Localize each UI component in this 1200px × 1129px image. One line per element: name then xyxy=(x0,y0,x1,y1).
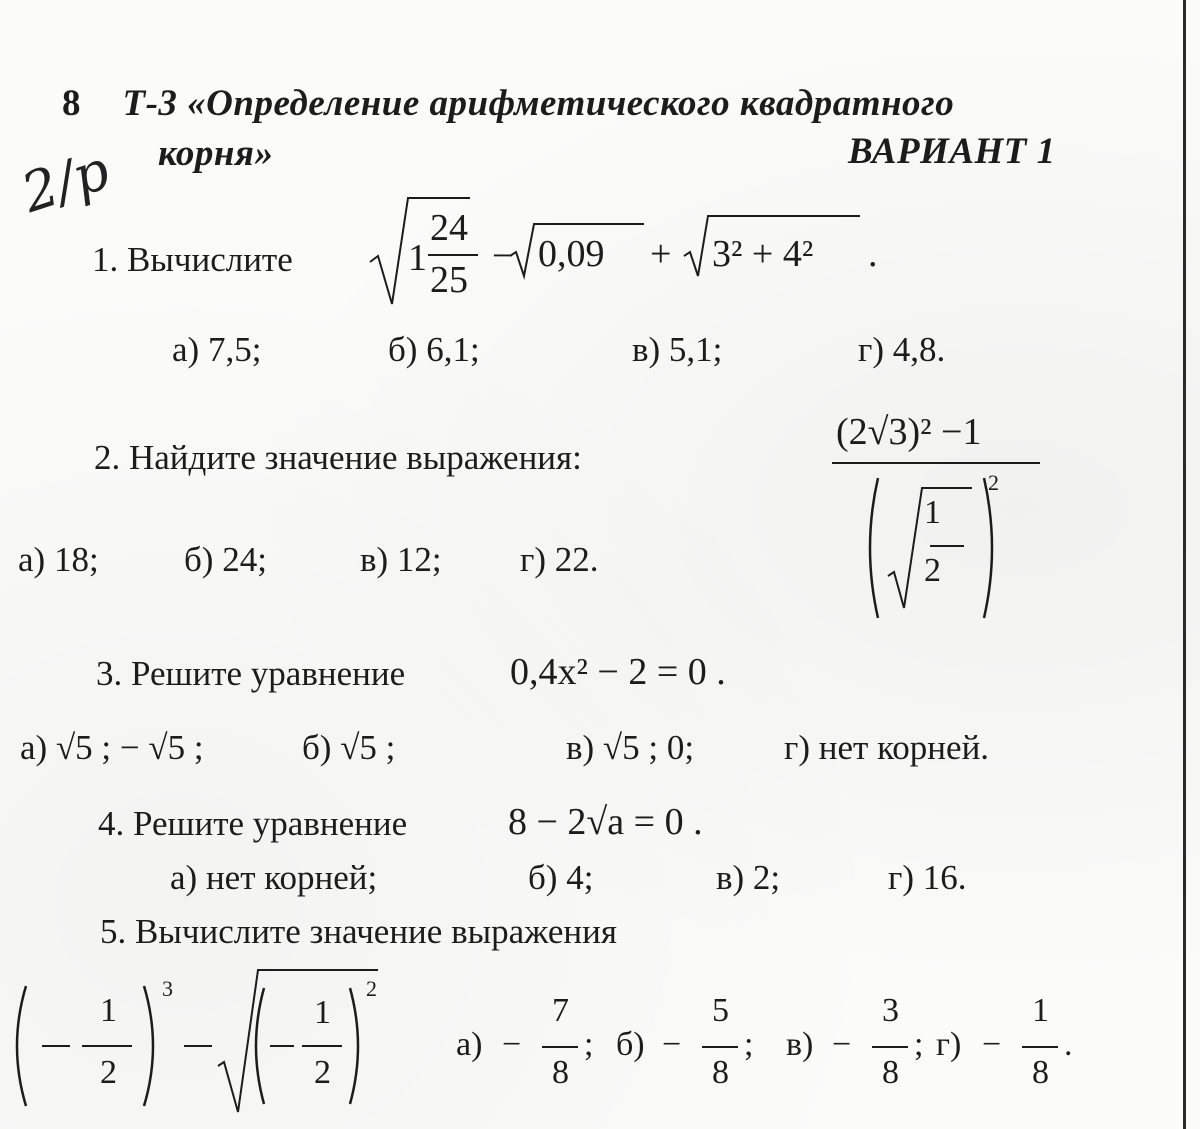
q2-answer-c: в) 12; xyxy=(360,540,442,579)
q5-answer-sign: − xyxy=(502,1026,522,1063)
q5-expression-shapes xyxy=(6,966,426,1116)
q4-answer-a: а) нет корней; xyxy=(170,858,378,897)
q1-whole: 1 xyxy=(408,237,427,279)
q5-answer-num: 7 xyxy=(552,992,569,1029)
q5-answer-num: 1 xyxy=(1032,992,1049,1029)
q5-answer-den: 8 xyxy=(552,1054,569,1091)
q1-answer-a: а) 7,5; xyxy=(172,330,262,369)
q1-minus: − xyxy=(492,235,514,277)
q3-prompt: 3. Решите уравнение xyxy=(96,654,406,693)
page-edge-line xyxy=(1183,0,1186,1129)
q1-end: . xyxy=(868,233,878,275)
handwritten-mark: 2/p xyxy=(14,138,117,225)
q5-answer-fraction-bar xyxy=(1022,1046,1058,1048)
q3-answer-b: б) √5 ; xyxy=(302,728,396,767)
q5-half2-den: 2 xyxy=(314,1054,331,1091)
q5-answer-fraction-bar xyxy=(702,1046,738,1048)
q4-answer-c: в) 2; xyxy=(716,858,781,897)
q5-prompt: 5. Вычислите значение выражения xyxy=(100,912,617,951)
q1-answer-b: б) 6,1; xyxy=(388,330,480,369)
q5-answer-label: в) xyxy=(786,1026,814,1063)
q5-answer-label: а) xyxy=(456,1026,483,1063)
q2-den-den: 2 xyxy=(924,552,941,589)
q3-answer-d: г) нет корней. xyxy=(784,728,990,767)
q5-half1-den: 2 xyxy=(100,1054,117,1091)
q1-plus: + xyxy=(650,233,672,275)
q4-equation: 8 − 2√a = 0 . xyxy=(508,801,703,843)
q5-answer-end: . xyxy=(1064,1026,1073,1063)
q5-answer-end: ; xyxy=(584,1026,594,1063)
q5-answer-label: г) xyxy=(936,1026,962,1063)
page-number: 8 xyxy=(62,83,81,124)
q4-prompt: 4. Решите уравнение xyxy=(98,804,408,843)
q4-answer-b: б) 4; xyxy=(528,858,594,897)
q2-prompt: 2. Найдите значение выражения: xyxy=(94,438,582,477)
q2-answer-b: б) 24; xyxy=(184,540,267,579)
q2-answer-a: а) 18; xyxy=(18,540,99,579)
q2-answer-d: г) 22. xyxy=(520,540,599,579)
q3-answer-a: а) √5 ; − √5 ; xyxy=(20,728,204,767)
q5-half2-num: 1 xyxy=(314,994,331,1031)
q5-answer-fraction-bar xyxy=(872,1046,908,1048)
q5-answer-fraction-bar xyxy=(542,1046,578,1048)
q2-den-num: 1 xyxy=(924,494,941,531)
q5-answer-sign: − xyxy=(982,1026,1002,1063)
q5-power-2: 2 xyxy=(366,976,377,1001)
q5-answer-den: 8 xyxy=(882,1054,899,1091)
q5-half1-num: 1 xyxy=(100,992,117,1029)
q2-fraction-bar xyxy=(832,462,1040,464)
q1-answer-d: г) 4,8. xyxy=(858,330,946,369)
q4-answer-d: г) 16. xyxy=(888,858,967,897)
q2-den-power: 2 xyxy=(988,470,999,495)
q5-answer-end: ; xyxy=(744,1026,754,1063)
q1-prompt: 1. Вычислите xyxy=(92,240,293,279)
q1-frac-den: 25 xyxy=(430,259,468,301)
q5-answer-num: 3 xyxy=(882,992,899,1029)
q1-frac-num: 24 xyxy=(430,207,468,249)
q5-answer-sign: − xyxy=(832,1026,852,1063)
q1-frac-bar xyxy=(428,254,478,256)
test-title-line1 xyxy=(62,82,954,125)
q5-power-3: 3 xyxy=(162,976,173,1001)
q5-answer-label: б) xyxy=(616,1026,645,1063)
q5-answer-den: 8 xyxy=(712,1054,729,1091)
q3-answer-c: в) √5 ; 0; xyxy=(566,728,695,767)
q5-answer-end: ; xyxy=(914,1026,924,1063)
q1-rad2: 0,09 xyxy=(538,233,605,275)
q1-answer-c: в) 5,1; xyxy=(632,330,723,369)
q1-rad3: 3² + 4² xyxy=(712,233,814,275)
variant-label: ВАРИАНТ 1 xyxy=(848,131,1056,172)
q5-answer-sign: − xyxy=(662,1026,682,1063)
test-title-line2: корня» xyxy=(158,133,274,174)
q2-numerator: (2√3)² −1 xyxy=(836,411,982,453)
title-text-1: Т-3 «Определение арифметического квадратного xyxy=(122,83,955,124)
q3-equation: 0,4x² − 2 = 0 . xyxy=(510,651,726,693)
q5-answer-num: 5 xyxy=(712,992,729,1029)
q5-answer-den: 8 xyxy=(1032,1054,1049,1091)
